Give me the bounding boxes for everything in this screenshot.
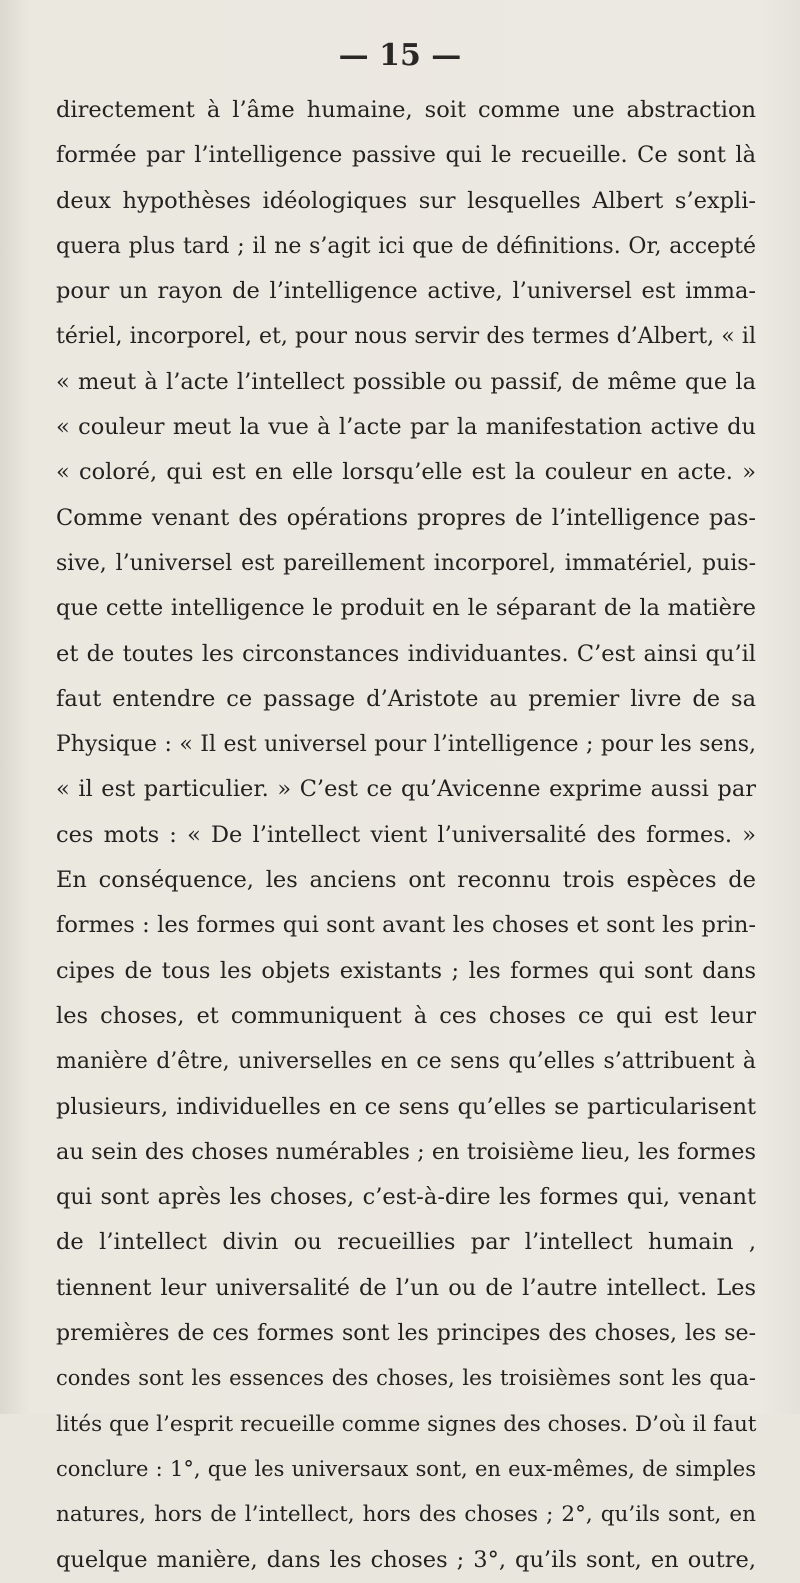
text-line: Comme venant des opérations propres de l’intelligence pas- (56, 504, 756, 531)
text-line: de l’intellect divin ou recueillies par l’intellect humain , (56, 1229, 756, 1256)
text-line: « couleur meut la vue à l’acte par la manifestation active du (56, 414, 756, 441)
text-line: manière d’être, universelles en ce sens qu’elles s’attribuent à (56, 1049, 756, 1075)
text-line: natures, hors de l’intellect, hors des choses ; 2°, qu’ils sont, en (56, 1502, 756, 1528)
text-line: les choses, et communiquent à ces choses ce qui est leur (56, 1002, 756, 1029)
body-text (56, 88, 756, 1583)
text-line: Physique : « Il est universel pour l’intelligence ; pour les sens, (56, 732, 756, 758)
text-line: En conséquence, les anciens ont reconnu trois espèces de (56, 867, 756, 894)
text-line: tiennent leur universalité de l’un ou de l’autre intellect. Les (56, 1274, 756, 1301)
text-line: faut entendre ce passage d’Aristote au premier livre de sa (56, 685, 756, 712)
text-line: que cette intelligence le produit en le séparant de la matière (56, 595, 756, 622)
text-line: formes : les formes qui sont avant les choses et sont les prin- (56, 912, 756, 939)
text-line: deux hypothèses idéologiques sur lesquelles Albert s’expli- (56, 187, 756, 214)
text-line: formée par l’intelligence passive qui le recueille. Ce sont là (56, 142, 756, 169)
text-line: « meut à l’acte l’intellect possible ou passif, de même que la (56, 368, 756, 395)
text-line: quera plus tard ; il ne s’agit ici que de définitions. Or, accepté (56, 233, 756, 259)
text-line: « il est particulier. » C’est ce qu’Avicenne exprime aussi par (56, 776, 756, 803)
text-line: pour un rayon de l’intelligence active, l’universel est imma- (56, 278, 756, 305)
page-number: — 15 — (338, 38, 462, 73)
text-line: plusieurs, individuelles en ce sens qu’elles se particularisent (56, 1093, 756, 1120)
text-line: lités que l’esprit recueille comme signes des choses. D’où il faut (56, 1411, 757, 1437)
text-line: sive, l’universel est pareillement incorporel, immatériel, puis- (56, 550, 756, 576)
text-line: ces mots : « De l’intellect vient l’universalité des formes. » (56, 821, 756, 848)
text-line: tériel, incorporel, et, pour nous servir des termes d’Albert, « il (56, 324, 756, 350)
text-line: conclure : 1°, que les universaux sont, en eux-mêmes, de simples (56, 1456, 756, 1481)
text-line: quelque manière, dans les choses ; 3°, qu’ils sont, en outre, (56, 1546, 756, 1573)
text-line: « coloré, qui est en elle lorsqu’elle est la couleur en acte. » (56, 459, 756, 486)
text-line: et de toutes les circonstances individuantes. C’est ainsi qu’il (56, 640, 756, 667)
text-line: qui sont après les choses, c’est-à-dire les formes qui, venant (56, 1184, 756, 1211)
text-line: premières de ces formes sont les principes des choses, les se- (56, 1321, 756, 1347)
text-line: cipes de tous les objets existants ; les formes qui sont dans (56, 957, 756, 984)
text-line: au sein des choses numérables ; en troisième lieu, les formes (56, 1138, 756, 1165)
text-line: condes sont les essences des choses, les troisièmes sont les qua- (56, 1366, 756, 1391)
text-line: directement à l’âme humaine, soit comme une abstraction (56, 97, 756, 123)
